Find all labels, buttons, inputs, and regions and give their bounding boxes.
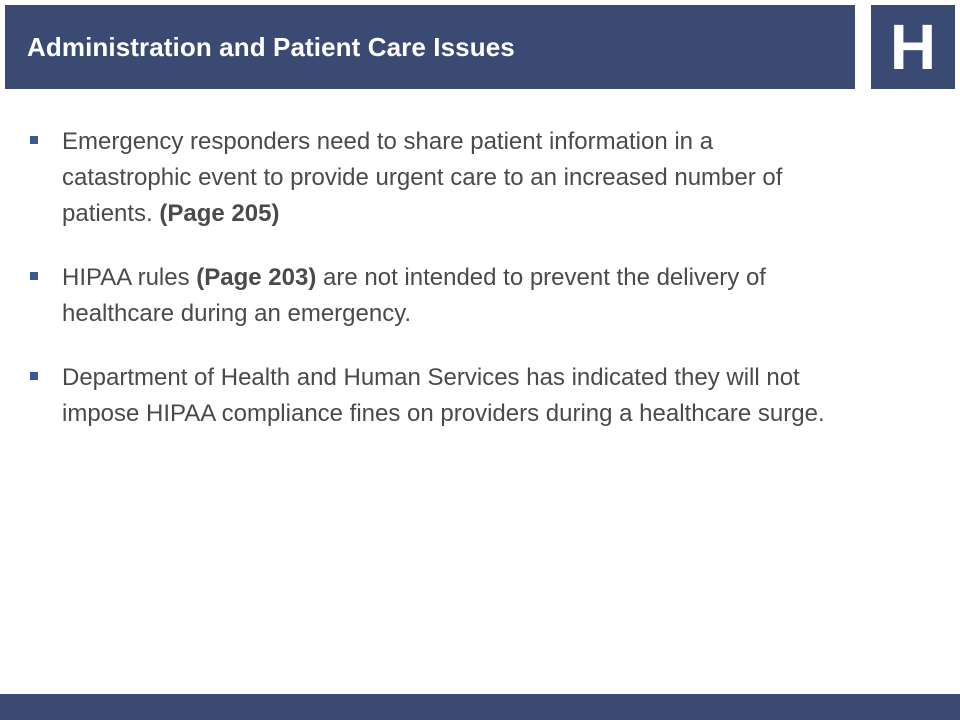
square-bullet-icon: [30, 272, 38, 280]
bullet-text: [62, 360, 848, 432]
bullet-item: [28, 124, 848, 232]
square-bullet-icon: [30, 136, 38, 144]
logo: [871, 5, 955, 89]
page-reference: (Page 203): [196, 264, 317, 291]
footer-bar: [0, 694, 960, 720]
square-bullet-icon: [30, 372, 38, 380]
page-title: Administration and Patient Care Issues: [27, 31, 515, 62]
logo-letter: H: [889, 11, 937, 83]
bullet-body-start: HIPAA rules: [62, 264, 197, 291]
bullet-body-end: are not intended to prevent the delivery of healthcare during an emergency.: [62, 264, 766, 327]
bullet-item: [28, 260, 848, 332]
bullet-list: [28, 124, 848, 460]
bullet-body: Emergency responders need to share patient information in a catastrophic event to provide urgent care to an increased number of patients.: [62, 128, 783, 227]
bullet-item: [28, 360, 848, 432]
page-reference: (Page 205): [159, 200, 280, 227]
bullet-body: Department of Health and Human Services has indicated they will not impose HIPAA compliance fines on providers during a healthcare surge.: [62, 364, 825, 427]
bullet-text: [62, 260, 848, 332]
title-bar: [5, 5, 855, 89]
bullet-text: [62, 124, 848, 232]
